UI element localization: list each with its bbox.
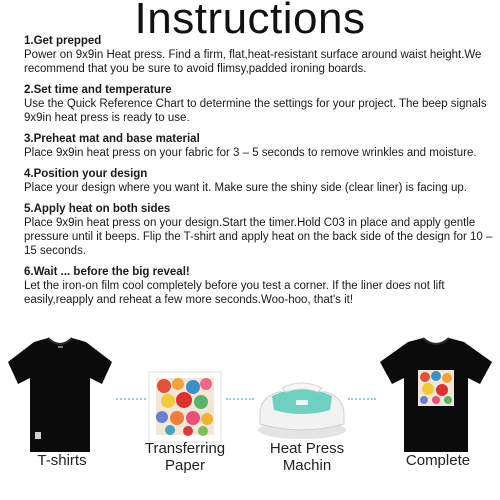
step-heading: 3.Preheat mat and base material [24, 133, 200, 145]
connector-dots [226, 398, 254, 402]
transfer-paper-label [125, 440, 245, 474]
tshirts-label: T-shirts [37, 452, 87, 469]
step-body: Power on 9x9in Heat press. Find a firm, flat,heat-resistant surface around waist height.We recommend that you be sure to avoid flimsy,padded ironing boards. [24, 49, 482, 75]
step-body: Place 9x9in heat press on your fabric for 3 – 5 seconds to remove wrinkles and moisture. [24, 147, 477, 159]
step-body: Place 9x9in heat press on your design.Start the timer.Hold C03 in place and apply gentle pressure until it beeps. Flip the T-shirt and apply heat on the back side of the design for 10 – 15 seconds. [24, 217, 493, 257]
step-1 [24, 34, 494, 76]
connector-dots [348, 398, 376, 402]
step-5 [24, 202, 494, 258]
transfer-paper-label-line1: Transferring [144, 440, 226, 457]
transfer-paper-image [148, 371, 222, 443]
page-title: Instructions [134, 0, 366, 43]
step-heading: 6.Wait ... before the big reveal! [24, 266, 190, 278]
heat-press-image [252, 370, 352, 442]
tshirt-image [4, 336, 116, 456]
step-2 [24, 83, 494, 125]
step-body: Let the iron-on film cool completely before you test a corner. If the liner does not lift easily,reapply and reheat a few more seconds.Woo-hoo, that's it! [24, 280, 445, 306]
step-heading: 4.Position your design [24, 168, 148, 180]
complete-label: Complete [405, 452, 471, 469]
step-body: Place your design where you want it. Make sure the shiny side (clear liner) is facing up. [24, 182, 467, 194]
transfer-paper-label-line2: Paper [164, 457, 206, 474]
instruction-steps [24, 34, 494, 314]
step-heading: 2.Set time and temperature [24, 84, 172, 96]
step-heading: 1.Get prepped [24, 35, 102, 47]
connector-dots [116, 398, 146, 402]
heat-press-label-line2: Machin [282, 457, 332, 474]
step-6 [24, 265, 494, 307]
step-3 [24, 132, 494, 160]
complete-tshirt-image [376, 336, 496, 456]
heat-press-label-line1: Heat Press [269, 440, 345, 457]
step-body: Use the Quick Reference Chart to determine the settings for your project. The beep signals 9x9in heat press is ready to use. [24, 98, 487, 124]
heat-press-label [247, 440, 367, 474]
step-4 [24, 167, 494, 195]
step-heading: 5.Apply heat on both sides [24, 203, 171, 215]
